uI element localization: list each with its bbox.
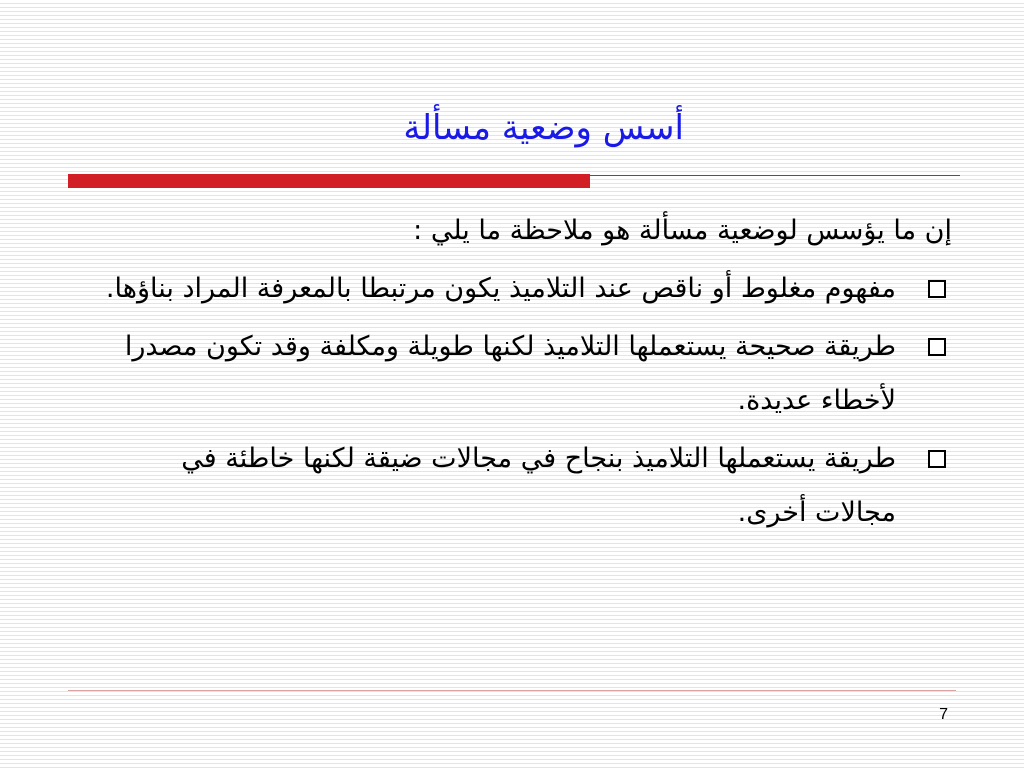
footer-divider bbox=[68, 690, 956, 691]
bullet-item bbox=[100, 320, 952, 428]
title-accent-bar bbox=[68, 174, 590, 188]
bullet-text: مفهوم مغلوط أو ناقص عند التلاميذ يكون مرتبطا بالمعرفة المراد بناؤها. bbox=[105, 273, 896, 304]
hollow-square-bullet-icon bbox=[928, 338, 946, 356]
title-accent-line bbox=[590, 175, 960, 176]
bullet-item bbox=[100, 262, 952, 316]
hollow-square-bullet-icon bbox=[928, 450, 946, 468]
intro-text: إن ما يؤسس لوضعية مسألة هو ملاحظة ما يلي : bbox=[413, 215, 952, 246]
bullet-text: طريقة صحيحة يستعملها التلاميذ لكنها طويلة ومكلفة وقد تكون مصدرا لأخطاء عديدة. bbox=[124, 331, 896, 416]
slide-body bbox=[100, 204, 952, 540]
hollow-square-bullet-icon bbox=[928, 280, 946, 298]
bullet-text: طريقة يستعملها التلاميذ بنجاح في مجالات ضيقة لكنها خاطئة في مجالات أخرى. bbox=[181, 443, 896, 528]
bullet-item bbox=[100, 432, 952, 540]
slide-title: أسس وضعية مسألة bbox=[403, 108, 684, 148]
page-number: 7 bbox=[939, 706, 948, 723]
